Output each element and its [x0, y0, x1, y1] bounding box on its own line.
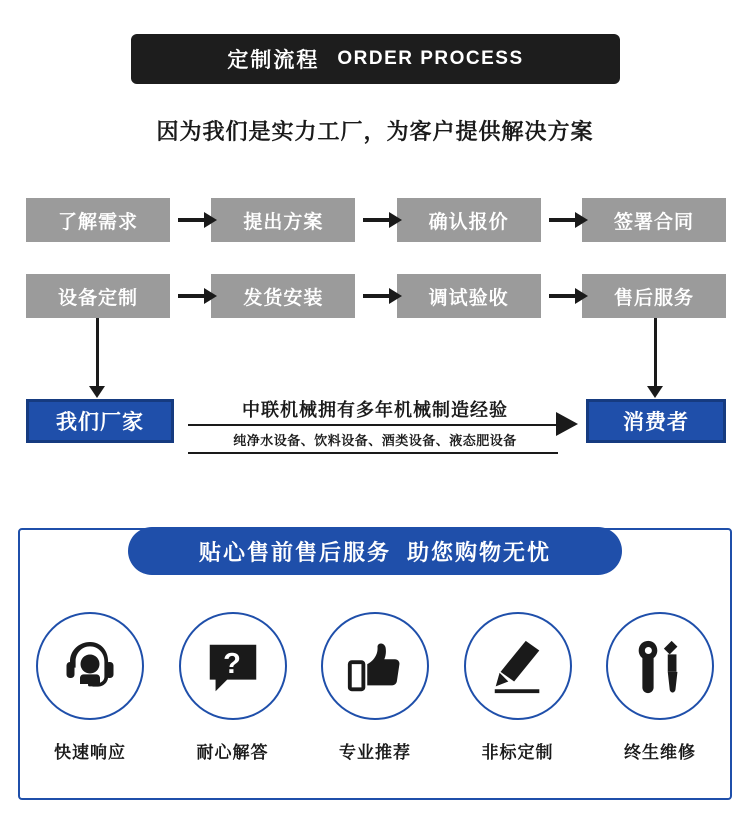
service-banner — [128, 527, 622, 575]
arrow-right-icon — [355, 274, 396, 318]
divider-bottom — [188, 452, 558, 454]
thumbs-up-icon — [344, 635, 406, 697]
flow-step: 了解需求 — [26, 198, 170, 242]
svg-text:?: ? — [222, 647, 241, 680]
flow-step: 提出方案 — [211, 198, 355, 242]
flow-step: 设备定制 — [26, 274, 170, 318]
connector-line-left — [96, 318, 99, 390]
service-item — [307, 612, 443, 763]
service-label: 终生维修 — [624, 743, 696, 762]
icon-circle — [179, 612, 287, 720]
arrow-right-icon — [355, 198, 396, 242]
arrow-down-icon — [647, 386, 663, 398]
middle-caption — [180, 390, 570, 454]
flow-step: 发货安装 — [211, 274, 355, 318]
flow-step: 签署合同 — [582, 198, 726, 242]
icon-circle — [464, 612, 572, 720]
arrow-right-icon — [170, 198, 211, 242]
title-en: ORDER PROCESS — [337, 48, 524, 69]
arrow-right-icon — [541, 274, 582, 318]
headset-icon — [58, 634, 122, 698]
service-items — [22, 612, 728, 763]
service-label: 快速响应 — [54, 743, 126, 762]
service-item — [592, 612, 728, 763]
wrench-screwdriver-icon — [629, 635, 691, 697]
service-label: 专业推荐 — [339, 743, 411, 762]
factory-box: 我们厂家 — [26, 399, 174, 443]
question-bubble-icon — [202, 635, 264, 697]
service-banner-text-2: 助您购物无忧 — [407, 539, 552, 565]
flow-step: 售后服务 — [582, 274, 726, 318]
service-banner-text-1: 贴心售前售后服务 — [198, 539, 391, 565]
flow-step: 确认报价 — [397, 198, 541, 242]
consumer-box: 消费者 — [586, 399, 726, 443]
arrow-right-icon-large — [556, 412, 578, 436]
icon-circle — [606, 612, 714, 720]
flow-row-1 — [26, 198, 726, 242]
title-banner — [131, 34, 620, 84]
flow-row-2 — [26, 274, 726, 318]
middle-caption-line-1: 中联机械拥有多年机械制造经验 — [242, 400, 508, 420]
divider-top — [188, 424, 558, 426]
pencil-icon — [487, 635, 549, 697]
icon-circle — [321, 612, 429, 720]
service-item — [22, 612, 158, 763]
service-item — [165, 612, 301, 763]
flow-step: 调试验收 — [397, 274, 541, 318]
middle-caption-line-2: 纯净水设备、饮料设备、酒类设备、液态肥设备 — [233, 433, 517, 448]
service-item — [450, 612, 586, 763]
title-cn: 定制流程 — [227, 49, 320, 72]
service-label: 非标定制 — [481, 743, 554, 762]
service-label: 耐心解答 — [196, 743, 269, 762]
connector-line-right — [654, 318, 657, 390]
subtitle: 因为我们是实力工厂，为客户提供解决方案 — [156, 119, 594, 144]
arrow-down-icon — [89, 386, 105, 398]
arrow-right-icon — [541, 198, 582, 242]
arrow-right-icon — [170, 274, 211, 318]
icon-circle — [36, 612, 144, 720]
